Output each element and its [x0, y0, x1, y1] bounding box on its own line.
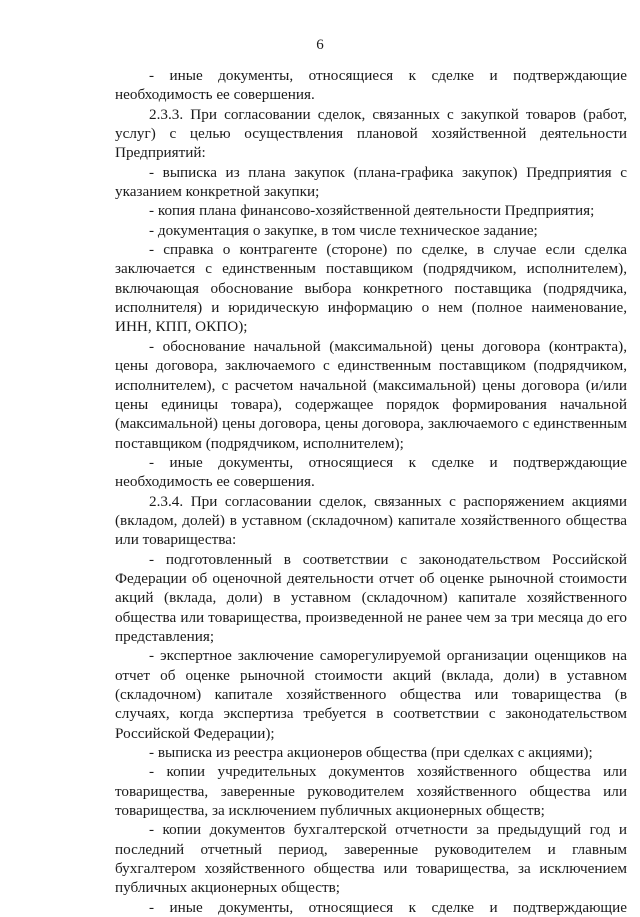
section-heading-2-3-4: 2.3.4. При согласовании сделок, связанных с распоряжением акциями (вкладом, долей) в уставном (складочном) капитале хозяйственного общества или товарищества: [115, 492, 627, 549]
paragraph-list-item: - иные документы, относящиеся к сделке и подтверждающие необходимость ее совершения. [115, 67, 627, 104]
page-number: 6 [316, 37, 324, 53]
paragraph-list-item: - документация о закупке, в том числе техническое задание; [149, 221, 538, 239]
document-body [115, 66, 627, 917]
paragraph-list-item: - копия плана финансово-хозяйственной деятельности Предприятия; [149, 202, 595, 220]
paragraph-list-item: - обоснование начальной (максимальной) цены договора (контракта), цены договора, заключаемого с единственным поставщиком (подрядчиком, исполнителем), с расчетом начальной (максимальной) цены договора (и/или цены единицы товара), содержащее порядок формирования начальной (максимальной) цены договора, цены договора, заключаемого с единственным поставщиком (подрядчиком, исполнителем); [115, 337, 627, 452]
paragraph-list-item: - копии учредительных документов хозяйственного общества или товарищества, заверенные руководителем хозяйственного общества или товарищества, за исключением публичных акционерных обществ; [115, 763, 627, 820]
paragraph-list-item: - иные документы, относящиеся к сделке и подтверждающие [149, 898, 627, 916]
paragraph-list-item: - экспертное заключение саморегулируемой организации оценщиков на отчет об оценке рыночной стоимости акций (вклада, доли) в уставном (складочном) капитале хозяйственного общества или товарищества (в случаях, когда экспертиза требуется в соответствии с законодательством Российской Федерации); [115, 647, 627, 742]
paragraph-list-item: - подготовленный в соответствии с законодательством Российской Федерации об оценочной деятельности отчет об оценке рыночной стоимости акций (вклада, доли) в уставном (складочном) капитале хозяйственного общества или товарищества, произведенной не ранее чем за три месяца до его представления; [115, 550, 627, 645]
paragraph-list-item: - выписка из плана закупок (плана-графика закупок) Предприятия с указанием конкретной закупки; [115, 163, 627, 201]
paragraph-list-item: - иные документы, относящиеся к сделке и подтверждающие необходимость ее совершения. [115, 453, 627, 491]
paragraph-list-item: - копии документов бухгалтерской отчетности за предыдущий год и последний отчетный период, заверенные руководителем и главным бухгалтером хозяйственного общества или товарищества, за исключением публичных акционерных обществ; [115, 821, 627, 897]
paragraph-list-item: - справка о контрагенте (стороне) по сделке, в случае если сделка заключается с единственным поставщиком (подрядчиком, исполнителем), включающая обоснование выбора конкретного поставщика (подрядчика, исполнителя) и юридическую информацию о нем (полное наименование, ИНН, КПП, ОКПО); [115, 241, 627, 336]
paragraph-list-item: - выписка из реестра акционеров общества (при сделках с акциями); [149, 744, 593, 762]
section-heading-2-3-3: 2.3.3. При согласовании сделок, связанных с закупкой товаров (работ, услуг) с целью осуществления плановой хозяйственной деятельности Предприятий: [115, 105, 627, 162]
